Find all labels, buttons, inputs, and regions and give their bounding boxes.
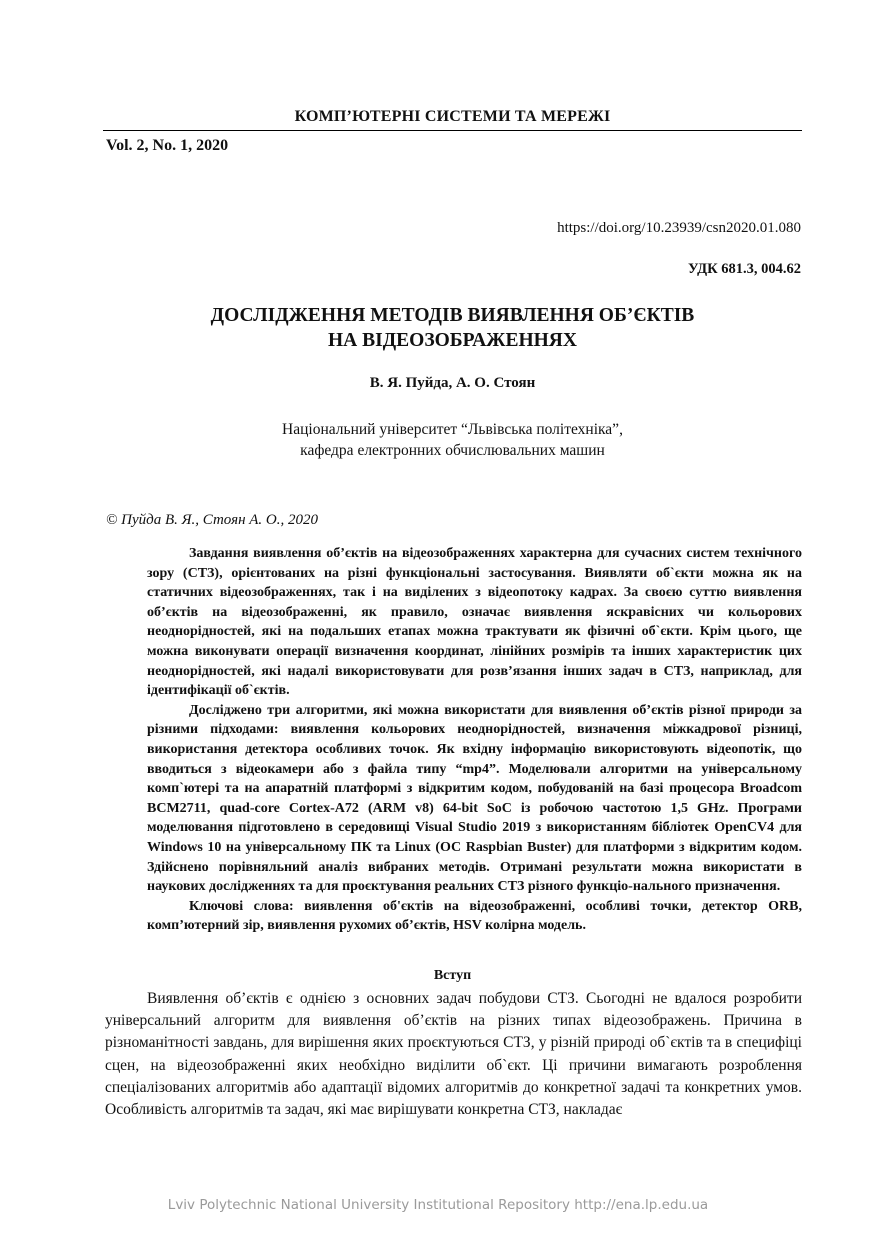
introduction-text (105, 988, 802, 1121)
volume-info: Vol. 2, No. 1, 2020 (106, 137, 229, 154)
copyright-notice: © Пуйда В. Я., Стоян А. О., 2020 (106, 512, 319, 528)
intro-paragraph-1: Виявлення об’єктів є однією з основних задач побудови СТЗ. Сьогодні не вдалося розробити універсальний алгоритм для виявлення об’єктів на різних типах відеозображень. Причина в різноманітності завдань, для вирішення яких проєктуються СТЗ, у різній природі об`єктів та в специфіці сцен, на відеозображенні яких необхідно виділити об`єкт. Ці причини вимагають розроблення спеціалізованих алгоритмів або адаптації відомих алгоритмів до конкретної задачі та конкретних умов. Особливість алгоритмів та задач, які має вирішувати конкретна СТЗ, накладає (105, 990, 802, 1119)
udk-code: УДК 681.3, 004.62 (687, 261, 801, 277)
paper-title (103, 303, 802, 353)
abstract-paragraph-1: Завдання виявлення об’єктів на відеозображеннях характерна для сучасних систем технічного зору (СТЗ), орієнтованих на різні функціональні застосування. Виявляти об`єкти можна як на статичних відеозображеннях, так і на виділених з відеопотоку кадрах. За своєю суттю виявлення об’єктів на відеозображенні, як правило, означає виявлення яскравісних чи кольорових неоднорідностей, які на подальших етапах можна трактувати як фізичні об`єкти. Крім цього, ще можна виконувати операції визначення координат, лінійних розмірів та інших характеристик цих неоднорідностей, які надалі використовувати для розв’язання інших задач в СТЗ, наприклад, для ідентифікації об`єктів. (147, 546, 802, 699)
abstract (147, 544, 802, 936)
paper-title-line2: НА ВІДЕОЗОБРАЖЕННЯХ (328, 330, 577, 351)
paper-title-line1: ДОСЛІДЖЕННЯ МЕТОДІВ ВИЯВЛЕННЯ ОБ’ЄКТІВ (210, 305, 695, 326)
abstract-paragraph-2: Досліджено три алгоритми, які можна використати для виявлення об’єктів різної природи за різними підходами: виявлення кольорових неоднорідностей, визначення міжкадрової різниці, використання детектора особливих точок. Як вхідну інформацію використовують відеопотік, що вводиться з відеокамери або з файла типу “mp4”. Моделювали алгоритми на універсальному комп`ютері та на апаратній платформі з відкритим кодом, побудованій на базі процесора Broadcom BCM2711, quad-core Cortex-A72 (ARM v8) 64-bit SoC із робочою частотою 1,5 GHz. Програми моделювання підготовлено в середовищі Visual Studio 2019 з використанням бібліотек OpenCV4 для Windows 10 на універсальному ПК та Linux (ОС Raspbian Buster) для платформи з відкритим кодом. Здійснено порівняльний аналіз вибраних методів. Отримані результати можна використати в наукових дослідженнях та для проєктування реальних СТЗ різного функціо-нального призначення. (147, 702, 802, 895)
section-heading: Вступ (433, 968, 472, 983)
affiliation-university: Національний університет “Львівська політехніка”, (282, 421, 623, 438)
journal-title: КОМП’ЮТЕРНІ СИСТЕМИ ТА МЕРЕЖІ (294, 108, 611, 125)
header-rule (103, 130, 802, 131)
affiliation-department: кафедра електронних обчислювальних машин (300, 442, 605, 459)
authors: В. Я. Пуйда, А. О. Стоян (369, 375, 536, 391)
doi-link[interactable]: https://doi.org/10.23939/csn2020.01.080 (557, 220, 801, 236)
keywords: Ключові слова: виявлення об'єктів на відеозображенні, особливі точки, детектор ORB, комп’ютерний зір, виявлення рухомих об’єктів, HSV колірна модель. (147, 898, 802, 934)
repository-footer: Lviv Polytechnic National University Institutional Repository http://ena.lp.edu.ua (167, 1197, 709, 1213)
affiliation (103, 419, 802, 461)
